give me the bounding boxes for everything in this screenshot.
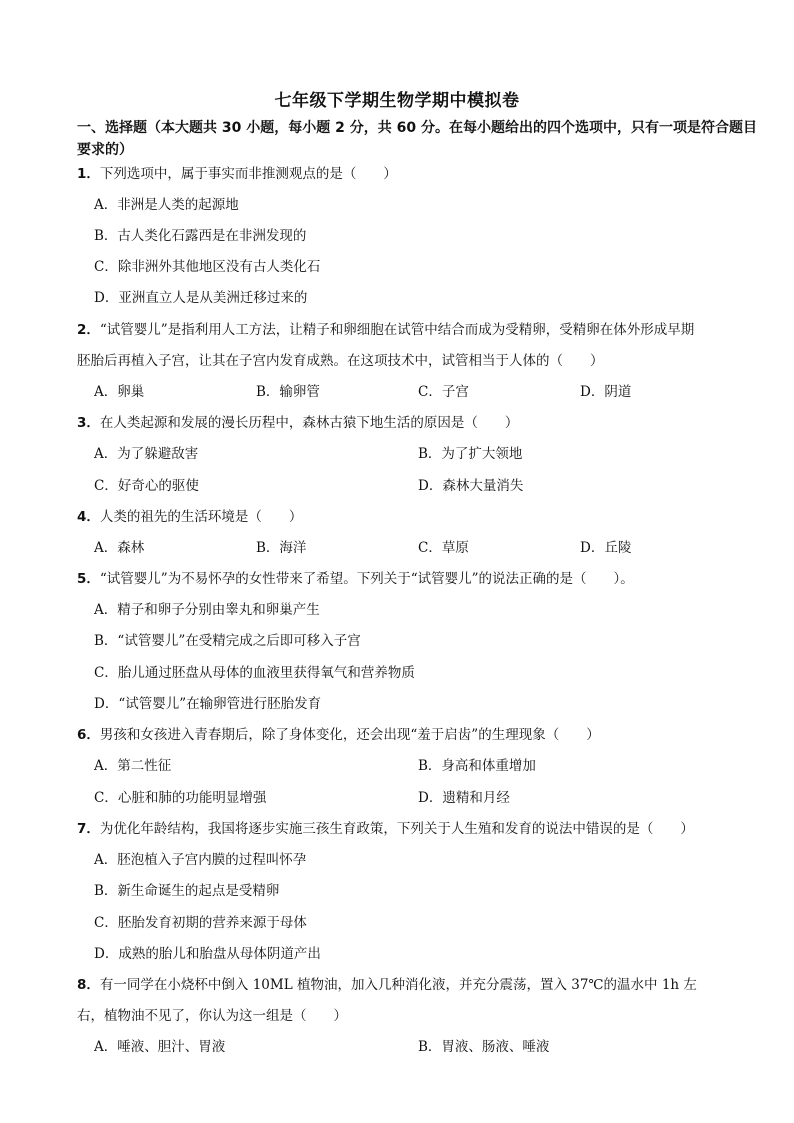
question-2-option-b[interactable]: B．输卵管 (256, 384, 320, 400)
question-5-option-c[interactable]: C．胎儿通过胚盘从母体的血液里获得氧气和营养物质 (94, 665, 415, 681)
question-6-option-d[interactable]: D．遗精和月经 (418, 790, 510, 806)
question-3-text: 在人类起源和发展的漫长历程中，森林古猿下地生活的原因是（ ） (99, 415, 519, 431)
question-4-option-a[interactable]: A．森林 (94, 540, 145, 556)
question-2-number: 2． (77, 322, 100, 338)
question-7-stem (77, 819, 694, 839)
question-1-option-b[interactable]: B．古人类化石露西是在非洲发现的 (94, 228, 307, 244)
question-6-stem (77, 725, 600, 745)
question-1-option-d[interactable]: D．亚洲直立人是从美洲迁移过来的 (94, 290, 308, 306)
question-8-option-a[interactable]: A．唾液、胆汁、胃液 (94, 1039, 226, 1055)
question-1-number: 1． (77, 166, 100, 182)
question-7-option-c[interactable]: C．胚胎发育初期的营养来源于母体 (94, 915, 307, 931)
question-1-stem (77, 164, 397, 184)
question-4-option-b[interactable]: B．海洋 (256, 540, 307, 556)
question-5-option-b[interactable]: B．“试管婴儿”在受精完成之后即可移入子宫 (94, 633, 361, 649)
question-3-number: 3． (77, 415, 100, 431)
question-8-number: 8． (77, 977, 100, 993)
question-2-option-c[interactable]: C．子宫 (418, 384, 469, 400)
question-6-option-a[interactable]: A．第二性征 (94, 758, 172, 774)
question-1-option-a[interactable]: A．非洲是人类的起源地 (94, 197, 239, 213)
question-2-stem (77, 320, 694, 340)
exam-title: 七年级下学期生物学期中模拟卷 (274, 91, 520, 111)
question-6-number: 6． (77, 727, 100, 743)
question-4-option-d[interactable]: D．丘陵 (580, 540, 632, 556)
question-7-number: 7． (77, 821, 100, 837)
question-6-option-c[interactable]: C．心脏和肺的功能明显增强 (94, 790, 267, 806)
question-5-option-a[interactable]: A．精子和卵子分别由睾丸和卵巢产生 (94, 602, 320, 618)
question-3-stem (77, 413, 518, 433)
question-7-option-d[interactable]: D．成熟的胎儿和胎盘从母体阴道产出 (94, 946, 321, 962)
question-8-stem (77, 975, 697, 995)
question-4-option-c[interactable]: C．草原 (418, 540, 469, 556)
question-1-text: 下列选项中，属于事实而非推测观点的是（ ） (99, 166, 397, 182)
question-6-option-b[interactable]: B．身高和体重增加 (418, 758, 536, 774)
question-4-text: 人类的祖先的生活环境是（ ） (99, 509, 303, 525)
question-7-text: 为优化年龄结构，我国将逐步实施三孩生育政策，下列关于人生殖和发育的说法中错误的是（ ） (99, 821, 694, 837)
question-8-text-line-1: 有一同学在小烧杯中倒入 10ML 植物油，加入几种消化液，并充分震荡，置入 37℃的温水中 1h 左 (99, 977, 697, 993)
question-5-text: “试管婴儿”为不易怀孕的女性带来了希望。下列关于“试管婴儿”的说法正确的是（ ）。 (99, 571, 634, 587)
question-2-text-line-1: “试管婴儿”是指利用人工方法，让精子和卵细胞在试管中结合而成为受精卵，受精卵在体外形成早期 (99, 322, 695, 338)
question-3-option-c[interactable]: C．好奇心的驱使 (94, 478, 199, 494)
question-8-text-line-2: 右，植物油不见了，你认为这一组是（ ） (77, 1008, 347, 1024)
question-2-text-line-2: 胚胎后再植入子宫，让其在子宫内发育成熟。在这项技术中，试管相当于人体的（ ） (77, 353, 604, 369)
question-7-option-b[interactable]: B．新生命诞生的起点是受精卵 (94, 883, 280, 899)
question-4-number: 4． (77, 509, 100, 525)
question-5-option-d[interactable]: D．“试管婴儿”在输卵管进行胚胎发育 (94, 696, 322, 712)
question-7-option-a[interactable]: A．胚泡植入子宫内膜的过程叫怀孕 (94, 852, 307, 868)
section-header: 一、选择题（本大题共 30 小题，每小题 2 分，共 60 分。在每小题给出的四个选项中，只有一项是符合题目要求的） (77, 120, 757, 158)
question-3-option-a[interactable]: A．为了躲避敌害 (94, 446, 199, 462)
question-5-stem (77, 569, 634, 589)
question-3-option-b[interactable]: B．为了扩大领地 (418, 446, 523, 462)
question-8-option-b[interactable]: B．胃液、肠液、唾液 (418, 1039, 550, 1055)
question-5-number: 5． (77, 571, 100, 587)
question-2-option-d[interactable]: D．阴道 (580, 384, 632, 400)
question-6-text: 男孩和女孩进入青春期后，除了身体变化，还会出现“羞于启齿”的生理现象（ ） (99, 727, 600, 743)
question-4-stem (77, 507, 302, 527)
question-3-option-d[interactable]: D．森林大量消失 (418, 478, 524, 494)
question-2-option-a[interactable]: A．卵巢 (94, 384, 145, 400)
question-1-option-c[interactable]: C．除非洲外其他地区没有古人类化石 (94, 259, 321, 275)
